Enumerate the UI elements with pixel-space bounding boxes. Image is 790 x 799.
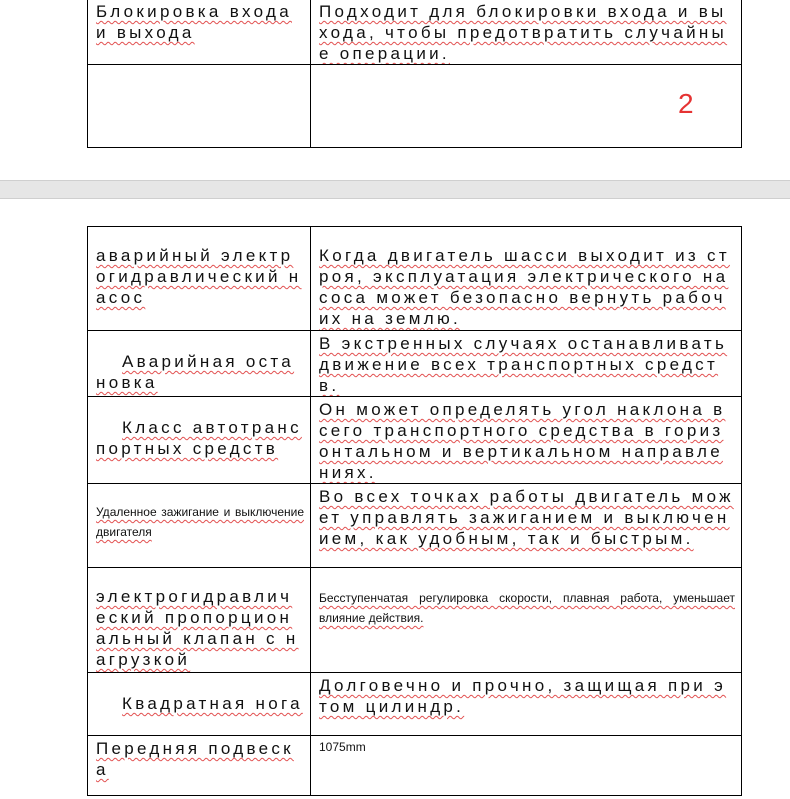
- table-row: [88, 0, 742, 65]
- description-text: Когда двигатель шасси выходит из строя, эксплуатация электрического насоса может безопасно вернуть рабочих на землю.: [319, 246, 730, 328]
- feature-table-page-2: [87, 226, 742, 796]
- feature-text: Класс автотранспортных средств: [96, 418, 302, 458]
- table-row: [88, 484, 742, 568]
- description-text: 1075mm: [319, 740, 366, 754]
- table-cell-feature[interactable]: [88, 397, 311, 484]
- table-cell-feature[interactable]: [88, 673, 311, 736]
- document-page-2: [0, 198, 790, 799]
- table-cell-description[interactable]: [311, 227, 742, 331]
- table-cell-description[interactable]: [311, 0, 742, 65]
- table-cell-feature[interactable]: [88, 65, 311, 148]
- description-text: Во всех точках работы двигатель может управлять зажиганием и выключением, как удобным, так и быстрым.: [319, 487, 734, 548]
- feature-text: Блокировка входа и выхода: [96, 2, 292, 42]
- table-cell-feature[interactable]: [88, 331, 311, 397]
- table-cell-description[interactable]: [311, 568, 742, 673]
- page-number-annotation: 2: [678, 88, 694, 119]
- table-row: [88, 227, 742, 331]
- table-cell-feature[interactable]: [88, 736, 311, 796]
- table-cell-feature[interactable]: [88, 568, 311, 673]
- description-text: В экстренных случаях останавливать движение всех транспортных средств.: [319, 334, 728, 395]
- description-text: Подходит для блокировки входа и выхода, чтобы предотвратить случайные операции.: [319, 2, 728, 63]
- description-text: [311, 65, 741, 67]
- table-cell-description[interactable]: [311, 397, 742, 484]
- table-cell-feature[interactable]: [88, 227, 311, 331]
- feature-text: [88, 65, 310, 67]
- document-page-1: [0, 0, 790, 181]
- table-row: [88, 331, 742, 397]
- table-row: [88, 568, 742, 673]
- feature-text: аварийный электрогидравлический насос: [96, 246, 302, 307]
- feature-text: Передняя подвеска: [96, 739, 294, 779]
- feature-text: Аварийная остановка: [96, 352, 295, 392]
- description-text: Он может определять угол наклона всего транспортного средства в горизонтальном и вертикальном направлениях.: [319, 400, 726, 482]
- table-cell-description[interactable]: [311, 65, 742, 148]
- table-cell-description[interactable]: [311, 673, 742, 736]
- feature-text: электрогидравлический пропорциональный клапан с нагрузкой: [96, 587, 299, 669]
- feature-text: Удаленное зажигание и выключение двигателя: [96, 505, 304, 539]
- table-cell-feature[interactable]: [88, 0, 311, 65]
- table-row: [88, 65, 742, 148]
- table-cell-feature[interactable]: [88, 484, 311, 568]
- table-row: [88, 736, 742, 796]
- table-row: [88, 673, 742, 736]
- table-cell-description[interactable]: [311, 736, 742, 796]
- feature-text: Квадратная нога: [122, 694, 303, 713]
- description-text: Бесступенчатая регулировка скорости, плавная работа, уменьшает влияние действия.: [319, 591, 735, 625]
- description-text: Долговечно и прочно, защищая при этом цилиндр.: [319, 676, 727, 716]
- table-cell-description[interactable]: [311, 484, 742, 568]
- table-cell-description[interactable]: [311, 331, 742, 397]
- feature-table-page-1: [87, 0, 742, 148]
- table-row: [88, 397, 742, 484]
